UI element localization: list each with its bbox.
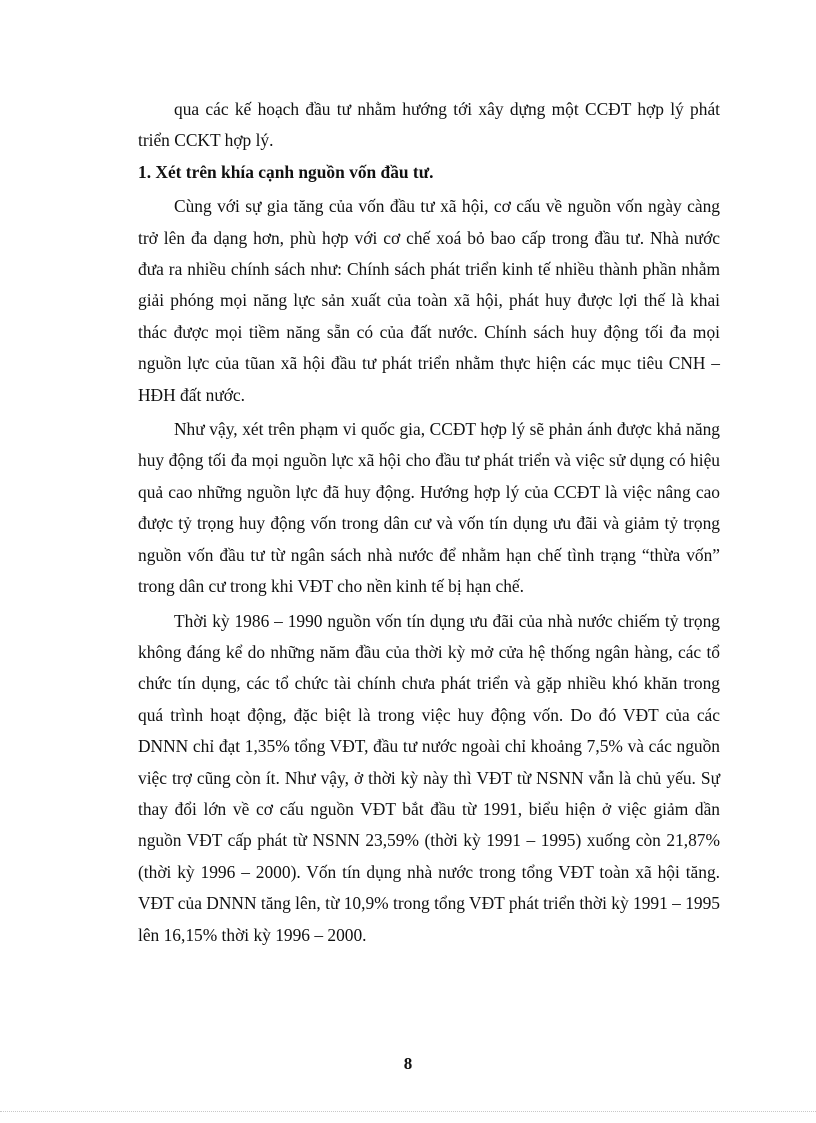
paragraph-intro-continuation: qua các kế hoạch đầu tư nhằm hướng tới xây dựng một CCĐT hợp lý phát triển CCKT hợp lý. [138, 99, 720, 151]
page-content [138, 94, 720, 954]
page-number: 8 [403, 1054, 413, 1073]
paragraph-investment-structure: Cùng với sự gia tăng của vốn đầu tư xã hội, cơ cấu về nguồn vốn ngày càng trở lên đa dạng hơn, phù hợp với cơ chế xoá bỏ bao cấp trong đầu tư. Nhà nước đưa ra nhiều chính sách như: Chính sách phát triển kinh tế nhiều thành phần nhằm giải phóng mọi năng lực sản xuất của toàn xã hội, phát huy được lợi thế là khai thác được mọi tiềm năng sẵn có của đất nước. Chính sách huy động tối đa mọi nguồn lực của tũan xã hội đầu tư phát triển nhằm thực hiện các mục tiêu CNH – HĐH đất nước. [138, 196, 720, 405]
paragraph-national-scope: Như vậy, xét trên phạm vi quốc gia, CCĐT hợp lý sẽ phản ánh được khả năng huy động tối đa mọi nguồn lực xã hội cho đầu tư phát triển và việc sử dụng có hiệu quả cao những nguồn lực đã huy động. Hướng hợp lý của CCĐT là việc nâng cao được tỷ trọng huy động vốn trong dân cư và vốn tín dụng ưu đãi và giảm tỷ trọng nguồn vốn đầu tư từ ngân sách nhà nước để nhằm hạn chế tình trạng “thừa vốn” trong dân cư trong khi VĐT cho nền kinh tế bị hạn chế. [138, 419, 720, 597]
page-bottom-divider [0, 1111, 816, 1112]
paragraph-period-1986-1990: Thời kỳ 1986 – 1990 nguồn vốn tín dụng ưu đãi của nhà nước chiếm tỷ trọng không đáng kể do những năm đầu của thời kỳ mở cửa hệ thống ngân hàng, các tổ chức tín dụng, các tổ chức tài chính chưa phát triển và gặp nhiều khó khăn trong quá trình hoạt động, đặc biệt là trong việc huy động vốn. Do đó VĐT của các DNNN chỉ đạt 1,35% tổng VĐT, đầu tư nước ngoài chỉ khoảng 7,5% và các nguồn việc trợ cũng còn ít. Như vậy, ở thời kỳ này thì VĐT từ NSNN vẫn là chủ yếu. Sự thay đổi lớn về cơ cấu nguồn VĐT bắt đầu từ 1991, biểu hiện ở việc giảm dần nguồn VĐT cấp phát từ NSNN 23,59% (thời kỳ 1991 – 1995) xuống còn 21,87% (thời kỳ 1996 – 2000). Vốn tín dụng nhà nước trong tổng VĐT toàn xã hội tăng. VĐT của DNNN tăng lên, từ 10,9% trong tổng VĐT phát triển thời kỳ 1991 – 1995 lên 16,15% thời kỳ 1996 – 2000. [138, 610, 720, 945]
section-heading: 1. Xét trên khía cạnh nguồn vốn đầu tư. [138, 161, 434, 182]
